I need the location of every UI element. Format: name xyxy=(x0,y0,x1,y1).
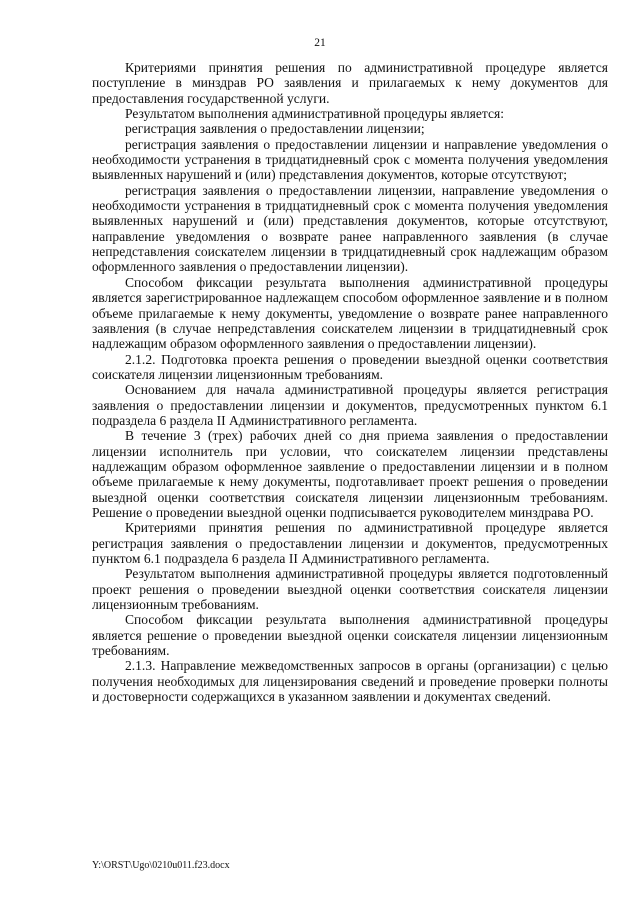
section-heading-2-1-2: 2.1.2. Подготовка проекта решения о проведении выездной оценки соответствия соискателя лицензии лицензионным требованиям. xyxy=(92,351,608,382)
paragraph-fixation-2: Способом фиксации результата выполнения административной процедуры является решение о проведении выездной оценки соискателя лицензии лицензионным требованиям. xyxy=(92,612,608,659)
paragraph-result-2: Результатом выполнения административной процедуры является подготовленный проект решения о проведении выездной оценки соответствия соискателя лицензии лицензионным требованиям. xyxy=(92,566,608,613)
paragraph-result-item-2: регистрация заявления о предоставлении лицензии и направление уведомления о необходимости устранения в тридцатидневный срок с момента получения уведомления выявленных нарушений и (или) представления документов, которые отсутствуют; xyxy=(92,136,608,183)
paragraph-criteria-2: Критериями принятия решения по административной процедуре является регистрация заявления о предоставлении лицензии и документов, предусмотренных пунктом 6.1 подраздела 6 раздела II Административного регламента. xyxy=(92,520,608,566)
paragraph-result-item-3: регистрация заявления о предоставлении лицензии, направление уведомления о необходимости устранения в тридцатидневный срок с момента получения уведомления выявленных нарушений и (или) представления документов, которые отсутствуют, направление уведомления о возврате ранее направленного заявления (в случае непредставления соискателем лицензии в тридцатидневный срок надлежащим образом оформленного заявления о предоставлении лицензии). xyxy=(92,182,608,275)
paragraph-result-item-1: регистрация заявления о предоставлении лицензии; xyxy=(125,121,425,137)
file-path-footer: Y:\ORST\Ugo\0210u011.f23.docx xyxy=(92,860,230,871)
paragraph-fixation-1: Способом фиксации результата выполнения административной процедуры является зарегистрированное надлежащем способом оформленное заявление и в полном объеме прилагаемые к нему документы, уведомление о возврате ранее направленного заявления (в случае непредставления соискателем лицензии в тридцатидневный срок надлежащим образом оформленного заявления о предоставлении лицензии). xyxy=(92,274,608,352)
paragraph-basis: Основанием для начала административной процедуры является регистрация заявления о предоставлении лицензии и документов, предусмотренных пунктом 6.1 подраздела 6 раздела II Административного регламента. xyxy=(92,382,608,428)
page-number: 21 xyxy=(314,37,326,49)
document-body xyxy=(92,60,608,704)
paragraph-procedure: В течение 3 (трех) рабочих дней со дня приема заявления о предоставлении лицензии исполнитель при условии, что соискателем лицензии представлены надлежащим образом оформленное заявление о предоставлении лицензии и в полном объеме прилагаемые к нему документы, подготавливает проект решения о проведении выездной оценки соответствия соискателя лицензии лицензионным требованиям. Решение о проведении выездной оценки подписывается руководителем минздрава РО. xyxy=(92,428,608,520)
paragraph-criteria-1: Критериями принятия решения по административной процедуре является поступление в минздрав РО заявления и прилагаемых к нему документов для предоставления государственной услуги. xyxy=(92,60,608,106)
paragraph-result-intro: Результатом выполнения административной процедуры является: xyxy=(125,106,504,122)
section-heading-2-1-3: 2.1.3. Направление межведомственных запросов в органы (организации) с целью получения необходимых для лицензирования сведений и проведение проверки полноты и достоверности содержащихся в указанном заявлении и документах сведений. xyxy=(92,658,608,705)
